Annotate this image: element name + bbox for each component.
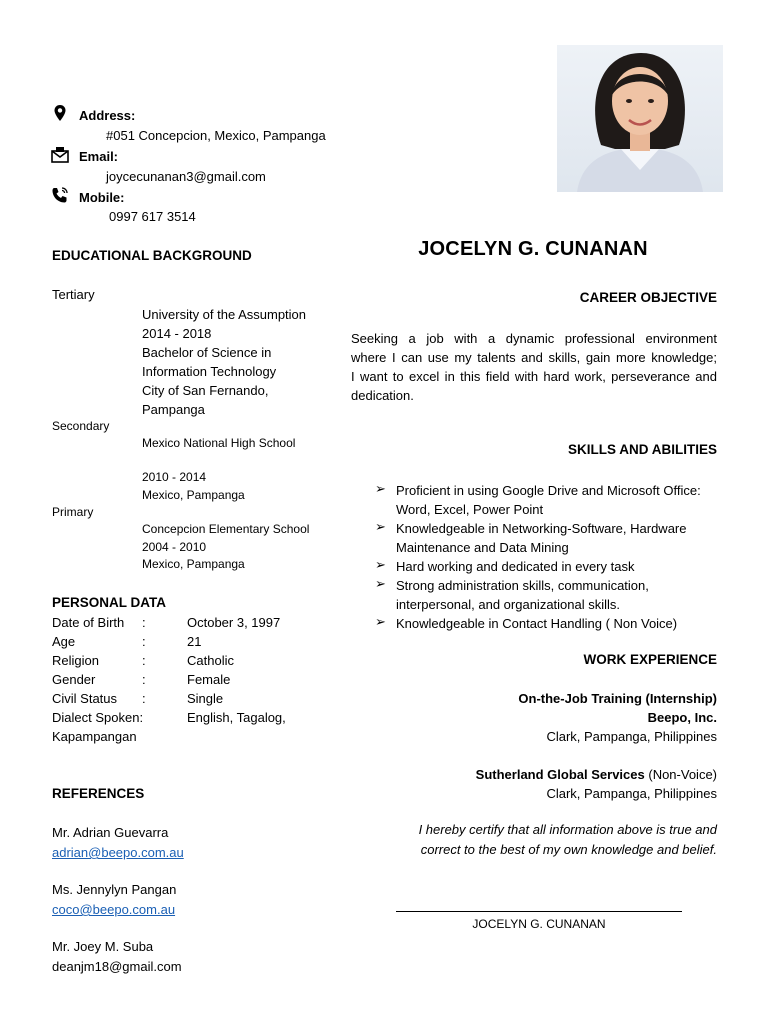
personal-row-sep: : — [142, 634, 146, 649]
personal-row-dialect — [52, 710, 352, 729]
personal-row — [52, 691, 352, 710]
signature-name: JOCELYN G. CUNANAN — [472, 917, 606, 931]
skill-item: Knowledgeable in Networking-Software, Hardware Maintenance and Data Mining — [396, 521, 687, 555]
secondary-school: Mexico National High School — [142, 436, 296, 450]
personal-row-label: Civil Status — [52, 691, 118, 706]
skill-item: Hard working and dedicated in every task — [396, 559, 635, 574]
email-value: joycecunanan3@gmail.com — [106, 169, 266, 184]
references-heading: REFERENCES — [52, 786, 145, 801]
dialect-label: Dialect Spoken: — [52, 710, 144, 725]
primary-school: Concepcion Elementary School — [142, 522, 310, 536]
job1-title: On-the-Job Training (Internship) — [518, 691, 717, 706]
skills-heading: SKILLS AND ABILITIES — [567, 442, 717, 457]
reference-email-link[interactable]: coco@beepo.com.au — [52, 902, 176, 917]
job1-company: Beepo, Inc. — [647, 710, 717, 725]
bullet-arrow-icon: ➢ — [375, 576, 386, 591]
career-objective-text — [351, 329, 717, 405]
personal-row — [52, 634, 352, 653]
job2-location: Clark, Pampanga, Philippines — [546, 786, 717, 801]
job2-line — [400, 767, 717, 782]
personal-row-sep: : — [142, 672, 146, 687]
mobile-value: 0997 617 3514 — [109, 209, 196, 224]
portrait-illustration — [557, 45, 723, 192]
personal-row-label: Age — [52, 634, 76, 649]
primary-years: 2004 - 2010 — [142, 540, 207, 554]
personal-row-value: Single — [187, 691, 224, 706]
bullet-arrow-icon: ➢ — [375, 557, 386, 572]
work-experience-heading: WORK EXPERIENCE — [583, 652, 717, 667]
personal-row — [52, 615, 352, 634]
personal-row-value: 21 — [187, 634, 202, 649]
personal-row-value: October 3, 1997 — [187, 615, 281, 630]
skill-item: Knowledgeable in Contact Handling ( Non Voice) — [396, 616, 678, 631]
email-label: Email: — [79, 149, 119, 164]
personal-row-value: Female — [187, 672, 231, 687]
skill-item: Proficient in using Google Drive and Microsoft Office: Word, Excel, Power Point — [396, 483, 701, 517]
secondary-place: Mexico, Pampanga — [142, 488, 245, 502]
phone-icon — [51, 186, 69, 204]
tertiary-details — [142, 305, 306, 419]
secondary-years: 2010 - 2014 — [142, 470, 207, 484]
primary-label: Primary — [52, 505, 94, 519]
personal-row-value: Catholic — [187, 653, 234, 668]
location-pin-icon — [51, 104, 69, 122]
dialect-continuation: Kapampangan — [52, 729, 137, 744]
objective-line: where I can use my talents and skills, gain more knowledge; — [351, 350, 717, 365]
tertiary-line: Pampanga — [142, 402, 205, 417]
reference-name: Mr. Adrian Guevarra — [52, 825, 169, 840]
reference-email: deanjm18@gmail.com — [52, 959, 182, 974]
reference-name: Mr. Joey M. Suba — [52, 939, 154, 954]
personal-row — [52, 653, 352, 672]
personal-row-sep: : — [142, 653, 146, 668]
bullet-arrow-icon: ➢ — [375, 614, 386, 629]
tertiary-line: Information Technology — [142, 364, 277, 379]
mobile-label: Mobile: — [79, 190, 125, 205]
objective-line: dedication. — [351, 388, 414, 403]
certification-line: I hereby certify that all information above is true and — [418, 822, 717, 837]
dialect-value: English, Tagalog, — [187, 710, 286, 725]
personal-row-label: Religion — [52, 653, 99, 668]
objective-line: I want to excel in this field with hard work, perseverance and — [351, 369, 717, 384]
education-heading: EDUCATIONAL BACKGROUND — [52, 248, 252, 263]
personal-row — [52, 672, 352, 691]
bullet-arrow-icon: ➢ — [375, 519, 386, 534]
job2-note: (Non-Voice) — [648, 767, 717, 782]
address-label: Address: — [79, 108, 136, 123]
tertiary-label: Tertiary — [52, 287, 95, 302]
tertiary-line: 2014 - 2018 — [142, 326, 212, 341]
certification-line: correct to the best of my own knowledge and belief. — [420, 842, 717, 857]
objective-line: Seeking a job with a dynamic professional environment — [351, 331, 717, 346]
job1-location: Clark, Pampanga, Philippines — [546, 729, 717, 744]
candidate-name: JOCELYN G. CUNANAN — [418, 238, 648, 260]
tertiary-line: University of the Assumption — [142, 307, 307, 322]
reference-email-link[interactable]: adrian@beepo.com.au — [52, 845, 184, 860]
signature-line — [396, 911, 682, 912]
personal-row-label: Gender — [52, 672, 96, 687]
tertiary-line: Bachelor of Science in — [142, 345, 272, 360]
skill-item: Strong administration skills, communication, interpersonal, and organizational skills. — [396, 578, 649, 612]
personal-row-sep: : — [142, 691, 146, 706]
personal-row-sep: : — [142, 615, 146, 630]
address-value: #051 Concepcion, Mexico, Pampanga — [106, 128, 326, 143]
personal-row-label: Date of Birth — [52, 615, 125, 630]
career-objective-heading: CAREER OBJECTIVE — [579, 290, 717, 305]
primary-place: Mexico, Pampanga — [142, 557, 245, 571]
secondary-label: Secondary — [52, 419, 110, 433]
email-icon — [51, 146, 69, 164]
job2-company: Sutherland Global Services — [475, 767, 645, 782]
bullet-arrow-icon: ➢ — [375, 481, 386, 496]
personal-data-heading: PERSONAL DATA — [52, 595, 167, 610]
tertiary-line: City of San Fernando, — [142, 383, 269, 398]
reference-name: Ms. Jennylyn Pangan — [52, 882, 177, 897]
profile-photo — [557, 45, 723, 192]
